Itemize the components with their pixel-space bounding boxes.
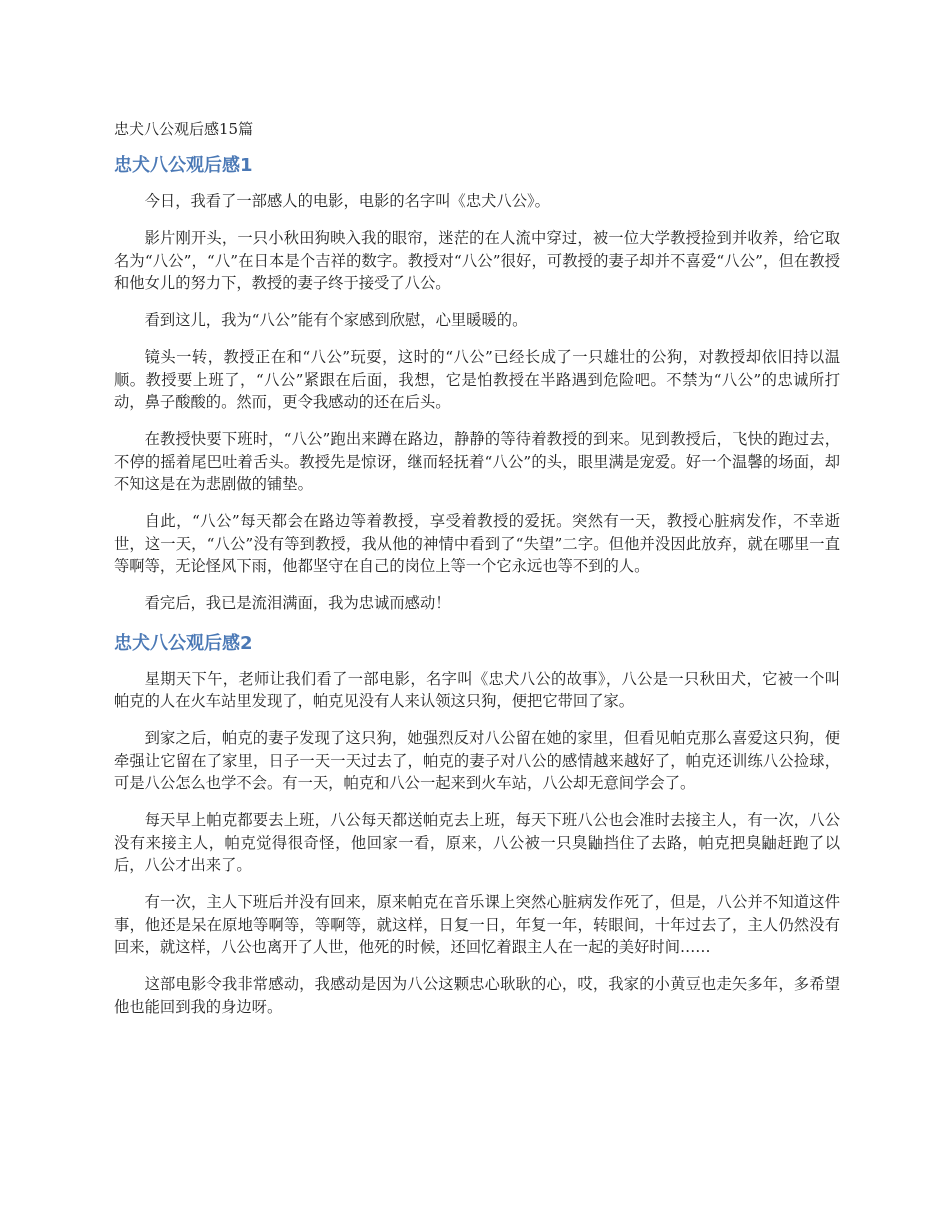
paragraph: 看到这儿，我为“八公”能有个家感到欣慰，心里暖暖的。 <box>144 311 528 329</box>
paragraph: 看完后，我已是流泪满面，我为忠诚而感动！ <box>144 594 451 612</box>
section-heading-2: 忠犬八公观后感2 <box>114 632 253 654</box>
paragraph: 在教授快要下班时，“八公”跑出来蹲在路边，静静的等待着教授的到来。见到教授后，飞快的跑过去，不停的摇着尾巴吐着舌头。教授先是惊讶，继而轻抚着“八公”的头，眼里满是宠爱。好一个温馨的场面，却不知这是在为悲剧做的铺垫。 <box>114 430 840 493</box>
document-title: 忠犬八公观后感15篇 <box>114 120 254 138</box>
document-page <box>114 118 840 1033</box>
section-1 <box>114 154 840 615</box>
paragraph: 镜头一转，教授正在和“八公”玩耍，这时的“八公”已经长成了一只雄壮的公狗，对教授却依旧持以温顺。教授要上班了，“八公”紧跟在后面，我想，它是怕教授在半路遇到危险吧。不禁为“八公”的忠诚所打动，鼻子酸酸的。然而，更令我感动的还在后头。 <box>114 348 840 411</box>
paragraph: 到家之后，帕克的妻子发现了这只狗，她强烈反对八公留在她的家里，但看见帕克那么喜爱这只狗，便牵强让它留在了家里，日子一天一天过去了，帕克的妻子对八公的感情越来越好了，帕克还训练八公捡球，可是八公怎么也学不会。有一天，帕克和八公一起来到火车站，八公却无意间学会了。 <box>114 729 840 792</box>
section-2 <box>114 632 840 1019</box>
paragraph: 有一次，主人下班后并没有回来，原来帕克在音乐课上突然心脏病发作死了，但是，八公并不知道这件事，他还是呆在原地等啊等，等啊等，就这样，日复一日，年复一年，转眼间，十年过去了，主人仍然没有回来，就这样，八公也离开了人世，他死的时候，还回忆着跟主人在一起的美好时间…… <box>114 893 840 956</box>
paragraph: 影片刚开头，一只小秋田狗映入我的眼帘，迷茫的在人流中穿过，被一位大学教授捡到并收养，给它取名为“八公”，“八”在日本是个吉祥的数字。教授对“八公”很好，可教授的妻子却并不喜爱“八公”，但在教授和他女儿的努力下，教授的妻子终于接受了八公。 <box>114 229 840 292</box>
paragraph: 星期天下午，老师让我们看了一部电影，名字叫《忠犬八公的故事》，八公是一只秋田犬，它被一个叫帕克的人在火车站里发现了，帕克见没有人来认领这只狗，便把它带回了家。 <box>114 669 840 710</box>
section-heading-1: 忠犬八公观后感1 <box>114 155 253 176</box>
paragraph: 今日，我看了一部感人的电影，电影的名字叫《忠犬八公》。 <box>144 192 550 210</box>
paragraph: 每天早上帕克都要去上班，八公每天都送帕克去上班，每天下班八公也会准时去接主人，有一次，八公没有来接主人，帕克觉得很奇怪，他回家一看，原来，八公被一只臭鼬挡住了去路，帕克把臭鼬赶跑了以后，八公才出来了。 <box>114 811 840 874</box>
paragraph: 这部电影令我非常感动，我感动是因为八公这颗忠心耿耿的心，哎，我家的小黄豆也走矢多年，多希望他也能回到我的身边呀。 <box>114 975 840 1016</box>
paragraph: 自此，“八公”每天都会在路边等着教授，享受着教授的爱抚。突然有一天，教授心脏病发作，不幸逝世，这一天，“八公”没有等到教授，我从他的神情中看到了“失望”二字。但他并没因此放弃，就在哪里一直等啊等，无论怪风下雨，他都坚守在自己的岗位上等一个它永远也等不到的人。 <box>114 512 840 575</box>
